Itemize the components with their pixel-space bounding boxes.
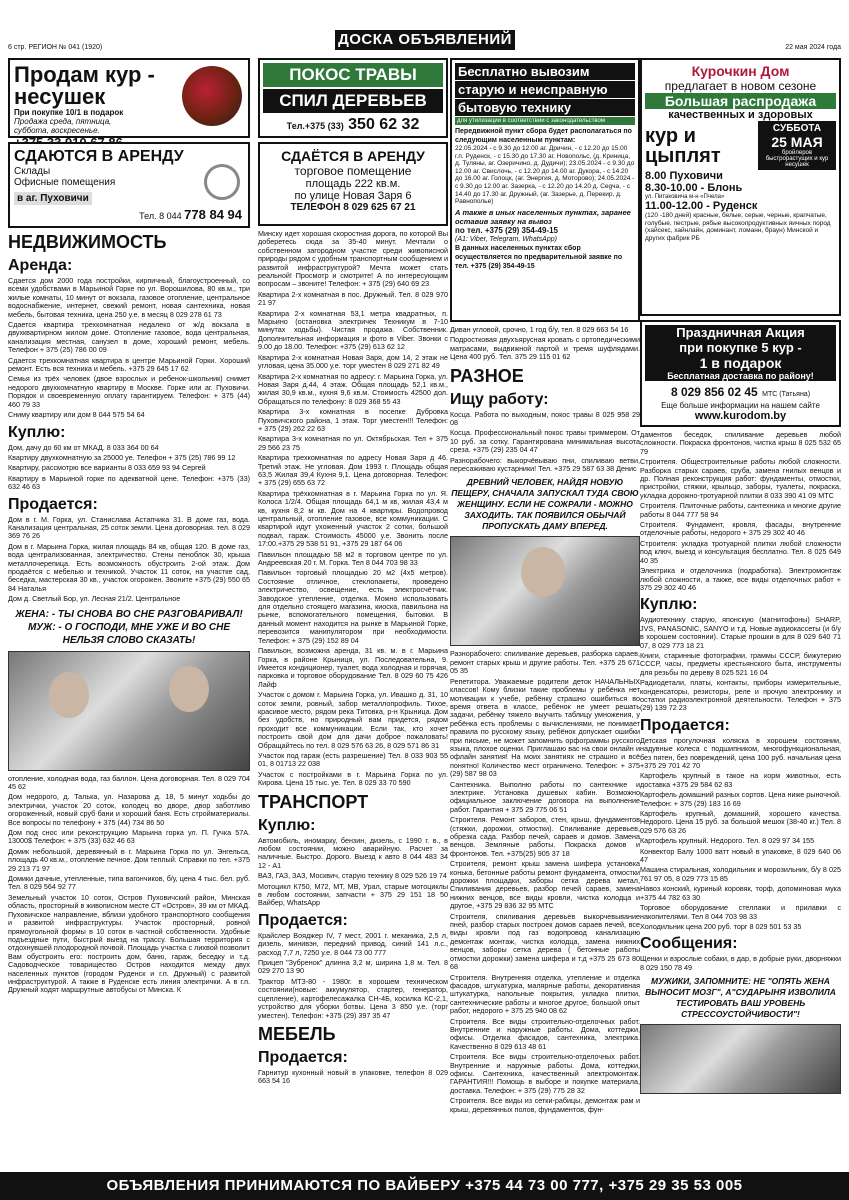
listing: Строителя: укладка тротуарной плитки любой сложности под ключ, выезд и консультация бесплатно. Тел. 8 025 649 40 35 <box>640 538 841 565</box>
listing: даментов беседок, спиливание деревьев любой сложности. Покраска фронтонов, чистка крыш 8 025 532 65 79 <box>640 430 841 456</box>
ad-recycling-phone: по тел. +375 (29) 354-49-15 <box>455 225 558 235</box>
buy-listings <box>8 444 250 492</box>
ad-kurochkin-title: Курочкин Дом <box>691 63 790 79</box>
ad-kurochkin-kur: кур и <box>645 124 696 147</box>
ad-mowing-line1: ПОКОС ТРАВЫ <box>263 63 443 87</box>
heading-misc: РАЗНОЕ <box>450 365 524 386</box>
listing: Дом д. Светлый Бор, ул. Лесная 21/2. Центральное <box>8 594 181 604</box>
listing: Строителя. Фундамент, кровля, фасады, внутренние отделочные работы, недорого + 375 29 302 40 46 <box>640 520 841 538</box>
listing: Участок под гараж (есть разрешение) Тел. 8 033 903 55 01, 8 01713 22 038 <box>258 750 448 769</box>
joke-photo <box>8 651 250 771</box>
ad-recycling <box>450 58 640 322</box>
ad-rent-warehouse-location: в аг. Пуховичи <box>14 192 92 205</box>
rooster-icon <box>182 66 242 126</box>
messages-listing <box>640 955 841 972</box>
services-listings <box>450 650 640 1114</box>
heading-messages: Сообщения: <box>640 935 738 953</box>
listing: Разнорабочего: выкорчёвываю пни, спиливаю ветви, пересаживаю кустарники! Тел. +375 29 587 63 38 Денис <box>450 455 640 474</box>
ad-kurochkin-promo3: 1 в подарок <box>645 355 836 371</box>
keys-icon <box>204 164 240 200</box>
ad-recycling-note: для утилизации в соответствии с законодательством <box>455 117 635 125</box>
ad-kurochkin-phone: 8 029 856 02 45 <box>670 385 758 399</box>
joke-1: ЖЕНА: - ТЫ СНОВА ВО СНЕ РАЗГОВАРИВАЛ! МУЖ: - О ГОСПОДИ, МНЕ УЖЕ И ВО СНЕ НЕЛЬЗЯ СЛОВО СКАЗАТЬ! <box>15 608 243 646</box>
listing: Семья из трёх человек (двое взрослых и ребенок-школьник) снимет недорого двухкомнатную квартиру в Москве. Горке или аг. Пуховичи. Порядок и своевременную оплату гарантируем. Телефон: + 375 (44) 460 79 33 <box>8 374 250 409</box>
listing: Строителя. Ремонт заборов, стен, крыш, фундаментов (стяжки, дорожки, отмостки). Спиливание деревьев, обрезка сада. Разбор печей, сараев и домов. Замена венцов. Земляные работы. Покраска домов и фронтонов. Тел. +375(25) 905 37 18 <box>450 815 640 858</box>
ad-rent-warehouse <box>8 142 250 228</box>
ad-rent-mall-title: СДАЁТСЯ В АРЕНДУ <box>281 148 425 164</box>
ad-rent-warehouse-sub1: Склады <box>14 166 51 177</box>
more-listings <box>8 775 250 995</box>
column-2 <box>258 58 448 1088</box>
joke-3: МУЖИКИ, ЗАПОМНИТЕ: НЕ "ОПЯТЬ ЖЕНА ВЫНОСИТ МОЗГ", А"СУДАРЫНЯ ИЗВОЛИЛА ТЕСТИРОВАТЬ ВАШ УРОВЕНЬ СТРЕССОУСТОЙЧИВОСТИ"! <box>645 976 836 1020</box>
sell-listings <box>8 516 250 604</box>
listing: Сантехника. Выполню работы по сантехнике и электрике. Установка душевых кабин. Возможно официальное заключение договора на выполнение работ. Гарантия + 375 29 775 06 51 <box>450 779 640 814</box>
person-icon <box>49 672 89 718</box>
listing: Строителя. Внутренняя отделка, утепление и отделка фасадов, штукатурка, малярные работы, декоративная штукатурка, напольные покрытия, укладка плитки, сантехнические работы и многое другое, большой опыт работ, недорого + 375 25 940 08 62 <box>450 972 640 1016</box>
ad-kurochkin-phone-note: МТС (Татьяна) <box>762 391 811 398</box>
listing: Автомобиль, иномарку, бензин, дизель, с 1990 г. в., в любом состоянии, можно аварийную. Расчет за наличные. Быстро. Дорого. Выезд к авто 8 044 483 34 12 - А1 <box>258 835 448 870</box>
ad-kurochkin-promo <box>640 320 841 427</box>
listing: Павильон, возможна аренда, 31 кв. м. в г. Марьина Горка, в районе Крыниця, ул. Последовательна, 9. Имеется кондиционер, туалет, вода холодная и горячая, парковка и торговое оборудование Тел. 8 029 60 75 426 Лайф <box>258 646 448 689</box>
ad-kurochkin-promo2: при покупке 5 кур - <box>645 340 836 355</box>
listing: Участок с постройками в г. Марьина Горка по ул. Кирова. Цена 15 тыс. уе. Тел. 8 029 33 70 590 <box>258 769 448 788</box>
ad-kurochkin-tsyplyat: цыплят <box>645 144 721 167</box>
ad-rent-warehouse-title: СДАЮТСЯ В АРЕНДУ <box>14 148 184 165</box>
ad-rent-warehouse-sub2: Офисные помещения <box>14 177 116 188</box>
ad-mowing-phone: 350 62 32 <box>348 116 420 133</box>
masthead <box>0 0 849 52</box>
listing: Дом под снос или реконструкцию Марьина горка ул. П. Гучка 57А. 13000$ Телефон: + 375 (33) 632 46 63 <box>8 828 250 846</box>
listing: Дом в г. Марьина Горка, жилая площадь 84 кв, общая 120. В доме газ, вода централизованная, электричество. Стены пеноблок 30, крыша металлочерепица. Есть возможность обустроить 2-ой этаж. Дом продаётся с мебелью и техникой. Участок 11 соток, на участке сад, беседка, мастерская 30 кв., участок огорожен. Звоните +375 (29) 550 65 84 Наталья <box>8 541 250 593</box>
listing: Книги, старинные фотографии, граммы СССР, бижутерию СССР, часы, предметы крестьянского быта, инструменты для резьбы по дереву 8 025 521 16 04 <box>640 650 841 677</box>
heading-buy-2: Куплю: <box>640 596 698 614</box>
ad-kurochkin-time1: 8.00 Пуховичи <box>645 170 723 182</box>
furniture-more <box>450 326 640 362</box>
listing: Картофель крупный в такое на корм животных, есть доставка +375 29 584 62 83 <box>640 771 841 789</box>
ad-recycling-line3: бытовую технику <box>455 99 635 116</box>
listing: Дом, дачу до 60 км от МКАД. 8 033 364 00 64 <box>8 442 159 452</box>
heading-furniture: МЕБЕЛЬ <box>258 1023 336 1044</box>
listing: Квартира трехкомнатная по адресу Новая Заря д 46. Третий этаж. Не угловая. Дом 1993 г. Площадь общая 63,5 Жилая 39,4 Кухня 9,1. Цена договорная. Телефон: + 375 (29) 655 63 72 <box>258 453 448 488</box>
ad-recycling-schedule: 22.05.2024 - с 9.30 до 12.00 аг. Дричин, - с 12.20 до 15.00 г.п. Руденск, - с 15.30 до 17.30 аг. Новопольс, (д. Криница, д. Туляны, аг. Озеричино, д. Дудичи); 23.05.2024 - с 9.30 до 12.00 аг. Свислочь, - с 12.20 до 14.00 аг. Дукора, - с 14.20 до 16.00 аг. Голоцк, (аг. Энергия, д. Моторово); 24.05.2024 - с 9.30 до 12.00 аг. Зазерка, - с 12.20 до 14.20 д. Сеgча, - с 14.40 до 17.30 аг. Дружный, (аг. Зазерье, д. Перекир, д. Равнополье) <box>455 145 635 206</box>
ad-kurochkin-breed: бройлеров быстрорастущих и кур несушек <box>765 150 829 168</box>
listing: Гарнитур кухонный новый в упаковке, телефон 8 029 663 54 16 <box>258 1067 448 1086</box>
rent-listings <box>8 277 250 420</box>
ad-rent-warehouse-tel-label: Тел. 8 044 <box>139 211 182 221</box>
listing: Квартиру, рассмотрю все варианты 8 033 659 93 94 Сергей <box>8 463 206 473</box>
listing: Дом в г. М. Горка, ул. Станислава Астапчика 31. В доме газ, вода. Канализация центральная, 25 соток земли. Цена договорная. тел. 8 029 369 76 26 <box>8 514 250 541</box>
ad-rent-mall-phone: ТЕЛЕФОН 8 029 625 67 21 <box>290 202 416 213</box>
listing: Квартира 2-х комнатная Новая Заря, дом 14, 2 этаж не угловая, цена 35.000 у.е. торг уместен 8 029 271 82 49 <box>258 352 448 371</box>
listing: Картофель домашний разных сортов. Цена ниже рыночной. Телефон: + 375 (29) 183 16 69 <box>640 790 841 808</box>
listing: Машина стиральная, холодильник и морозильник, б/у 8 025 761 97 05, 8 029 773 15 85 <box>640 865 841 883</box>
listing: Квартира 3-х комнатная в поселке Дубровка Пуховичского района, 1 этаж. Торг уместен!!! Телефон: + 375 (29) 262 22 63 <box>258 407 448 433</box>
listing: Разнорабочего: спиливание деревьев, разборка сараев, ремонт старых крыш и другие работы. Тел. +375 25 671 05 35 <box>450 649 640 676</box>
listing: Минску идет хорошая скоростная дорога, по которой Вы доберетесь сюда за 35-40 минут. Мечтали о собственном загородном участке среди живописной природы рядом с удобным транспортным сообщением и развитой инфраструктурой? Мечта может стать реальной! Просмотр и смотрите! А по интересующим вопросам – звоните! Телефон: + 375 (29) 640 69 23 <box>258 229 448 289</box>
listing: Павильон торговый площадью 20 м2 (4х5 метров). Состояние отличное, стеклопакеты, проведено электричество, освещение, есть электросчётчик. Заводское утепление, отделка. Можно использовать для отдельно стоящего магазина, киоска, павильона на рынке, вспомогательного помещения, бытовки. В данный момент находится на рынке в Марьиной Горке, перевозится манипулятором при необходимости. Телефон: + 375 (29) 152 89 04 <box>258 568 448 645</box>
listing: Домики дачные, утепленные, типа вагончиков, б/у, цена 4 тыс. бел. руб. Тел. 8 029 564 92 77 <box>8 874 250 892</box>
heading-furniture-sell: Продается: <box>258 1048 348 1066</box>
listing: Домик небольшой, деревянный в г. Марьина Горка по ул. Энгельса, площадь 40 кв.м., отопление печное. Дом теплый. Справки по тел. +375 29 213 71 97 <box>8 846 250 873</box>
issue-meta: 6 стр. РЕГИОН № 041 (1920) <box>8 44 103 51</box>
listing: Строителя. Плиточные работы, сантехника и многие другие работы 8 044 777 58 94 <box>640 501 841 519</box>
listing: Строителя. Все виды из сетки-рабицы, демонтаж рам и крыш, деревянных полов, фундаментов, фун- <box>450 1096 640 1114</box>
listing: Дом недорого, д. Талька, ул. Назарова д. 18, 5 минут ходьбы до электрички, участок 20 соток, колодец во дворе, двор заботливо огороженный, новый сруб бани и хороший баня. Есть стройматериалы. Все вопросы по телефону + 375 (44) 734 86 50 <box>8 792 250 827</box>
listing: Косца. Профессиональный покос травы триммером. От 10 руб. за сотку. Гарантирована минимальная высота среза. +375 (29) 235 04 47 <box>450 428 640 455</box>
ad-chickens-title-1: Продам кур - <box>14 62 155 87</box>
ad-recycling-schedule-title: Передвижной пункт сбора будет располагаться по следующим населенным пунктам: <box>455 128 632 144</box>
listing: Косца. Работа по выходным, покос травы 8 025 958 29 08 <box>450 409 640 428</box>
ad-kurochkin-day: СУББОТА <box>772 123 822 134</box>
column-3 <box>450 58 640 1116</box>
ad-kurochkin-quality: качественных и здоровых <box>668 109 813 121</box>
buy-listings-2 <box>640 616 841 712</box>
transport-sell-listings <box>258 932 448 1020</box>
listing: Щенки и взрослые собаки, в дар, в добрые руки, дворняжки 8 029 150 78 49 <box>640 954 841 972</box>
listing: Мотоцикл К750, М72, МТ, МВ, Урал, старые мотоциклы в любом состоянии, запчасти + 375 29 151 18 50 Вайбер, WhatsApp <box>258 881 448 908</box>
heading-transport-buy: Куплю: <box>258 816 316 834</box>
work-listings <box>450 411 640 474</box>
section-title: ДОСКА ОБЪЯВЛЕНИЙ <box>335 30 515 50</box>
ad-kurochkin-extra: (120 -180 дней) красные, белые, серые, черные, крапчатые, голубые, пестрые, рябые высокопродуктивных яичных пород (хайсекс, хайнлайн, доминант, ломанн, браун) Минской и других фабрик РБ <box>645 212 831 242</box>
heading-transport-sell: Продается: <box>258 911 348 929</box>
listing: Репетитора. Уважаемые родители деток НАЧАЛЬНЫХ классов! Кому близки такие проблемы у ребёнка нет мотивации к учебе, ребёнку страшно ошибиться во время ответа в классе, ребёнок не умеет решать задачи, ребёнку тяжело выучить таблицу умножения, у ребёнка есть проблемы с вычислениями, не понимает правила по русскому языку, ребёнок допускает ошибки при письме, не может запомнить орфограммы русского языка, плохое оценки. Приглашаю вас на свои онлайн и офлайн занятия! На моих занятиях не страшно и всё понятно! Количество мест ограничено. Телефон: + 375 (29) 587 98 03 <box>450 676 640 779</box>
ad-mowing-line2: СПИЛ ДЕРЕВЬЕВ <box>263 89 443 113</box>
ad-recycling-line1: Бесплатно вывозим <box>455 63 635 80</box>
listing: Земельный участок 10 соток, Остров Пуховичский район, Минская область, просторный в живописном месте СТ «Остров», 39 км от МКАД. Пуховичское направление, вблизи удобного транспортного сообщения и развитой инфраструктуры. Участок просторный, ровной прямоугольной формы в 10 соток в частной собственности. Удобные подъездные пути, быстрый выезд на трассу. Большая территория с отдохнувшей плодородной почвой. Площадь участка с лихвой позволит Вам обустроить его: построить дом, баню, гараж, беседку и т.д. Садоводческое товарищество Остров находится между двух населенных пунктов (городом Руденск и г.п. Дружный) с развитой инфраструктурой. А также в Руденске есть линия электрички. А в г.п. Дружный ходят маршрутные автобусы от Минска. К <box>8 892 250 995</box>
listing: отопление, холодная вода, газ баллон. Цена договорная. Тел. 8 029 704 45 62 <box>8 773 250 791</box>
listing: Сдается квартира трехкомнатная недалеко от ж/д вокзала в двухквартирном жилом доме. Отопление газовое, вода центральная, канализация местная, санузел в доме, хороший ремонт, мебель. Телефон + 375 (25) 786 00 09 <box>8 320 250 355</box>
ad-rent-mall-sub: торговое помещение <box>294 164 412 178</box>
heading-buy: Куплю: <box>8 423 66 441</box>
ad-kurochkin-sale: Большая распродажа <box>645 93 836 109</box>
listing: Диван угловой, срочно, 1 год б/у, тел. 8 029 663 54 16 <box>450 325 629 334</box>
caveman-photo <box>450 536 640 646</box>
listing: Радиодетали, платы, контакты, приборы измерительные, конденсаторы, резисторы, реле и прочую электронику и остатки радиоэлектронной деятельности. Телефон + 375 (29) 139 72 23 <box>640 678 841 713</box>
ad-recycling-note2: А также в иных населенных пунктах, заранее оставив заявку на вывоз <box>455 207 631 226</box>
services-listings-2 <box>640 431 841 592</box>
ad-recycling-line2: старую и неисправную <box>455 81 635 98</box>
joke-2: ДРЕВНИЙ ЧЕЛОВЕК, НАЙДЯ НОВУЮ ПЕЩЕРУ, СНАЧАЛА ЗАПУСКАЛ ТУДА СВОЮ ЖЕНЩИНУ. ЕСЛИ НЕ СОЖРАЛИ - МОЖНО ЗАХОДИТЬ. ТАК ПОЯВИЛСЯ ОБЫЧАЙ ПРОПУСКАТЬ ДАМУ ВПЕРЕД. <box>451 477 639 532</box>
ad-kurochkin-site-note: Еще больше информации на нашем сайте <box>661 401 820 410</box>
issue-date: 22 мая 2024 года <box>785 44 841 51</box>
listing: Крайслер Вояджер IV, 7 мест, 2001 г. механика, 2,5 л, дизель, минивэн, передний привод, синий 141 л.с., расход 7,7 л, 7250 у.е. 8 044 73 00 777 <box>258 930 448 957</box>
listing: Прицеп "Зубренок" длинна 3,2 м, ширина 1,8 м. Тел. 8 029 270 13 90 <box>258 958 448 976</box>
ad-rent-warehouse-phone: 778 84 94 <box>184 207 242 222</box>
heading-sell: Продается: <box>8 495 98 513</box>
ad-chickens-title-2: несушек <box>14 84 106 109</box>
listing: Строителя. Все виды строительно-отделочных работ. Внутренние и наружные работы. Дома, коттеджи, офисы. Отделка фасадов, сантехника, электрика. Качественно 8 029 613 48 61 <box>450 1016 640 1051</box>
transport-buy-listings <box>258 837 448 908</box>
listing: Строителя. Общестроительные работы любой сложности. Разборка старых сараев, сруба, замена гнилых венцов и др. Полная реконструкция работ: фундаменты, отмостки, пристройки, стяжки, крыльцо, заборы, туалеты, покраска, укладка дорожно-тротуарной плитки 8 033 390 41 09 МТС <box>640 457 841 500</box>
heading-sell-2: Продается: <box>640 716 730 734</box>
listing: Квартира 2-х комнатная в пос. Дружный. Тел. 8 029 970 21 97 <box>258 289 448 308</box>
ad-recycling-note3: В данных населенных пунктах сбор осуществляется по предварительной заявке по тел. +375 (29) 354-49-15 <box>455 244 623 270</box>
listing: Квартира трёхкомнатная в г. Марьина Горка по ул. Я. Колоса 1/2/4. Общая площадь 64,1 м кв, жилая 43,4 м кв, кухня 8,2 м кв. Дом на 4 квартиры. Водопровод центральный, отопление газовое, все коммуникации. С квартирой идут ухоженный участок 2 сотки, большой подвал, гараж. Стоимость 45000 у.е. Звонить после 17:00.+375 29 538 51 91, +375 29 187 64 06 <box>258 488 448 549</box>
listing: ВАЗ, ГАЗ, ЗАЗ, Москвич, старую технику 8 029 526 19 74 <box>258 871 447 881</box>
furniture-listings <box>258 1069 448 1086</box>
listing: Строителя, ремонт крыш замена шифера установка конька, бетонные работы ремонт фундамента, отмостки дорожки площадки, заборы сетка дерева метал, Спиливания деревьев, разбор печей сараев, замена нижних венцов, все виды кровли, чистка колодца и другое, +375 29 836 32 95 МТС <box>450 859 640 911</box>
listing: Сдается дом 2000 года постройки, кирпичный, благоустроенный, со всеми удобствами в Марьиной Горке по ул. Ворошилова, 80 кв.м., три жилые комнаты, 10 минут от вокзала, газовое отопление, центральное водоснабжение, интернет, свежий ремонт, новая сантехника, новая мебель, бытовая техника, цена 250 у.е. в месяц 8 029 278 61 73 <box>8 276 250 319</box>
footer-text: ОБЪЯВЛЕНИЯ ПРИНИМАЮТСЯ ПО ВАЙБЕРУ +375 44 73 00 777, +375 29 35 53 005 <box>106 1177 743 1194</box>
ad-kurochkin-time2-note: ул. Питаковича м-н «Пчела» <box>645 194 725 200</box>
listing: Картофель крупный, домашний, хорошего качества. Недорого. Цена 15 руб. за большой мешок (38-40 кг.) Тел. 8 029 576 63 26 <box>640 809 841 835</box>
listing: Строителя, спиливания деревьев выкорчевывание пней, разбор старых построек домов сараев печей, все виды кровли под газ водопровод канализацию демонтаж монтаж, чистка колодца, замена нижних венцов, заборы сетка дерева ( бетонные работы отмостки дорожки) замена шифера и т.д +375 25 673 80 68 <box>450 911 640 972</box>
ad-kurochkin-subtitle: предлагает в новом сезоне <box>664 79 817 93</box>
footer-banner <box>0 1172 849 1200</box>
listing: Сниму квартиру или дом 8 044 575 54 64 <box>8 410 145 420</box>
ad-kurochkin-promo1: Праздничная Акция <box>645 325 836 340</box>
listing: Картофель крупный. Недорого. Тел. 8 029 97 34 155 <box>640 836 815 846</box>
listing: Квартиру двухкомнатную за 25000 уе. Телефон + 375 (25) 786 99 12 <box>8 452 236 462</box>
ad-kurochkin-delivery: Бесплатная доставка по району! <box>645 371 836 381</box>
ad-mowing-phone-prefix: Тел.+375 (33) <box>286 121 344 131</box>
ad-kurochkin <box>640 58 841 316</box>
person-icon <box>169 666 209 712</box>
column-4 <box>640 58 841 1098</box>
apartment-listings <box>258 230 448 788</box>
joke-photo-3 <box>640 1024 841 1094</box>
ad-kurochkin-site: www.kurodom.by <box>694 410 787 422</box>
ad-recycling-apps: (А1: Viber, Telegram, WhatsApp) <box>455 235 557 243</box>
listing: Детская прогулочная коляска в хорошем состоянии, надувные колеса с подшипником, многофункциональная, без пятен, без повреждений, цена 100 руб. начальная цена +375 29 701 42 70 <box>640 735 841 770</box>
column-1 <box>8 58 250 997</box>
listing: Подростковая двухъярусная кровать с ортопедическими матрасами, выдвижной партой и тремя шуфлядами. Цена 400 руб. Тел. 375 29 115 01 62 <box>450 335 640 362</box>
listing: Павильон площадью 58 м2 в торговом центре по ул. Андреевская 20 г. М. Горка. Тел 8 044 703 98 33 <box>258 549 448 568</box>
listing: Аудиотехнику старую, японскую (магнитофоны) SHARP, JVS, PANASONIC, SANYO и т.д. Новые аудиокассеты (и б/у в хорошем состоянии). Старые прошки в для 8 029 640 71 07, 8 029 773 18 21 <box>640 615 841 650</box>
ad-rent-mall-area: площадь 222 кв.м. <box>305 178 401 190</box>
listing: Участок с домом г. Марьина Горка, ул. Ивашко д. 31, 10 соток земли, ровный, забор металлопрофиль. Тихое, красивое место, рядом река Титовка, р-н Крыница. Дом без удобств, но природный вам придется, рядом проходит все коммуникации. Если так, кто хочет построить свой дом для дачи доброе пожаловать! Обращайтесь по тел. 8 029 576 63 26, 8 029 571 86 31 <box>258 690 448 750</box>
person-icon <box>521 547 565 597</box>
ad-rent-mall-street: по улице Новая Заря 6 <box>294 190 412 202</box>
listing: Трактор МТЗ-80 - 1980г. в хорошем техническом состоянии(новые: аккумулятор, стартер, генератор, сцепление), картофелесажалка CH-4Б, косилка КС-2,1, устройство для уборки ботвы. Цена 3 850 у.е. (торг уместен). Телефон: +375 (29) 397 35 47 <box>258 976 448 1020</box>
listing: Квартиру в Марьиной горке по адекватной цене. Телефон: +375 (33) 632 46 63 <box>8 473 250 492</box>
heading-rent: Аренда: <box>8 257 73 274</box>
listing: Конвектор Балу 1000 ватт новый в упаковке, 8 029 640 06 47 <box>640 846 841 865</box>
ad-kurochkin-time2: 8.30-10.00 - Блонь <box>645 182 743 194</box>
heading-work: Ищу работу: <box>450 390 549 408</box>
ad-rent-mall <box>258 142 448 226</box>
listing: Квартира 3-х комнатная по ул. Октябрьская. Тел + 375 29 566 23 75 <box>258 434 448 452</box>
listing: Квартира 2-х комнатная 53,1 метра квадратных, п. Марьино (остановка электричек Техникум в 7-10 минутах ходьбы). Чистая продажа. Собственник. Дополнительная информация и фото в Viber. Звонки с 9.00 до 18.00. Телефон: +375 (29) 613 62 12 <box>258 308 448 352</box>
listing: Строителя. Все виды строительно-отделочных работ. Внутренние и наружные работы. Дома, коттеджи, офисы. Сантехника, качественный электромонтаж. ГАРАНТИЯ!!! Помощь в выборе и покупке материала, доставка. Телефон: + 375 (29) 775 28 32 <box>450 1052 640 1095</box>
listing: Холодильник цена 200 руб. торг 8 029 501 53 35 <box>640 921 802 931</box>
ad-mowing <box>258 58 448 138</box>
ad-chickens-promo: При покупке 10/1 в подарок <box>14 108 124 117</box>
ad-kurochkin-time3: 11.00-12.00 - Руденск <box>645 200 758 212</box>
listing: Электрика и отделочника (подработка). Электромонтаж любой сложности, а также, все виды отделочных работ + 375 29 302 40 46 <box>640 566 841 592</box>
heading-transport: ТРАНСПОРТ <box>258 791 369 812</box>
ad-kurochkin-date: 25 МАЯ <box>771 134 823 150</box>
listing: Торговое оборудование стеллажи и прилавки с накопителями. Тел 8 044 703 98 33 <box>640 903 841 921</box>
listing: Навоз конский, куриный коровяк, торф, допоминовая мука +375 44 782 63 30 <box>640 884 841 902</box>
listing: Квартира 2-х комнатная по адресу: г. Марьина Горка, ул. Новая Заря д.44, 4 этаж. Общая площадь 52,1 кв.м., жилая 30,9 кв.м., кухня 9,6 кв.м. Стоимость 42500 дол. Обращаться по телефону: 8 029 368 55 43 <box>258 371 448 406</box>
listing: Сдается трехкомнатная квартира в центре Марьиной Горки. Хороший ремонт. Есть вся техника и мебель. +375 29 645 17 62 <box>8 355 250 374</box>
ad-chickens <box>8 58 250 138</box>
sell-listings-2 <box>640 737 841 932</box>
heading-real-estate: НЕДВИЖИМОСТЬ <box>8 232 167 252</box>
ad-chickens-days: Продажа среда, пятница, суббота, воскресенье. <box>14 117 112 135</box>
